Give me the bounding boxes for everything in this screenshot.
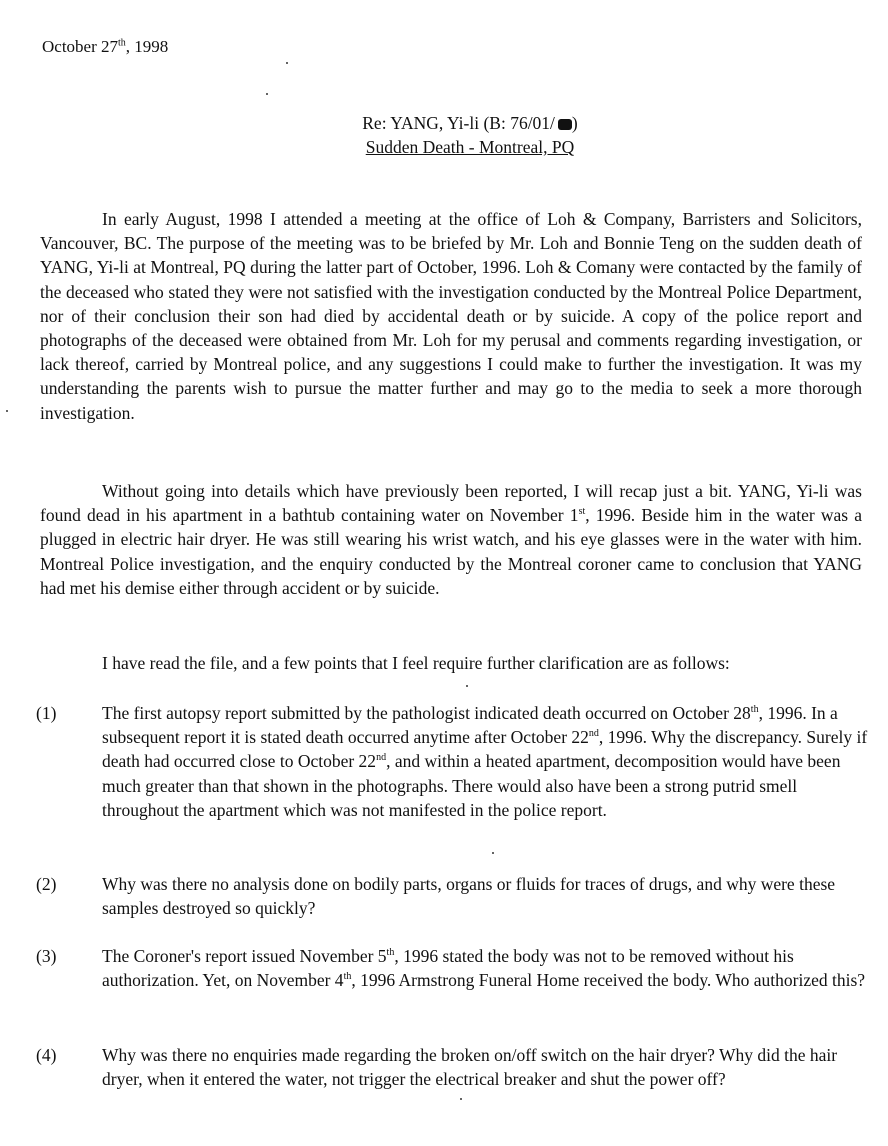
point-text [102, 944, 872, 992]
point-text-part: , 1996. Why the discrepancy. Surely if death had occurred close to October 22 [102, 727, 868, 772]
subject-close: ) [571, 113, 578, 133]
point-ordinal: th [750, 704, 759, 716]
letter-date [42, 35, 168, 59]
paragraph-intro-points: I have read the file, and a few points that I feel require further clarification are as follows: [102, 653, 730, 673]
scan-speck [286, 62, 288, 64]
redaction-mark [558, 119, 572, 130]
point-number: (1) [36, 703, 57, 723]
point-text-part: , 1996 Armstrong Funeral Home received the body. Who authorized this? [351, 970, 866, 991]
point-ordinal: th [386, 947, 395, 959]
recap-text-b: , 1996. Beside him in the water was a plugged in electric hair dryer. He was still wearing his wrist watch, and his eye glasses were in the water with him. Montreal Police investigation, and the enquiry conducted by the Montreal coroner came to conclusion that YANG had met his demise either through accident or by suicide. [40, 505, 862, 598]
point-text-part: , and within a heated apartment, decomposition would have been much greater than that shown in the photographs. There would also have been a strong putrid smell throughout the apartment which was not manifested in the police report. [102, 751, 841, 820]
paragraph-background: In early August, 1998 I attended a meeting at the office of Loh & Company, Barristers and Solicitors, Vancouver, BC. The purpose of the meeting was to be briefed by Mr. Loh and Bonnie Teng on the sudden death of YANG, Yi-li at Montreal, PQ during the latter part of October, 1996. Loh & Comany were contacted by the family of the deceased who stated they were not satisfied with the investigation conducted by the Montreal Police Department, nor of their conclusion their son had died by accidental death or by suicide. A copy of the police report and photographs of the deceased were obtained from Mr. Loh for my perusal and comments regarding investigation, or lack thereof, carried by Montreal police, and any suggestions I could make to further the investigation. It was my understanding the parents wish to pursue the matter further and may go to the media to seek a more thorough investigation. [40, 209, 862, 423]
recap-text-a: Without going into details which have previously been reported, I will recap just a bit. YANG, Yi-li was found dead in his apartment in a bathtub containing water on November 1 [40, 481, 862, 526]
scan-speck [460, 1098, 462, 1100]
point-text [102, 701, 872, 822]
point-number: (3) [36, 946, 57, 966]
point-text-part: , 1996 stated the body was not to be removed without his authorization. Yet, on November 4 [102, 946, 794, 991]
point-text-part: Why was there no enquiries made regarding the broken on/off switch on the hair dryer? Why did the hair dryer, when it entered the water, not trigger the electrical breaker and shut the power off? [102, 1045, 838, 1090]
point-text [102, 872, 872, 920]
point-number: (2) [36, 874, 57, 894]
point-text [102, 1043, 872, 1091]
point-number: (4) [36, 1045, 57, 1065]
point-text-part: The Coroner's report issued November 5 [102, 946, 387, 966]
point-text-part: Why was there no analysis done on bodily parts, organs or fluids for traces of drugs, and why were these samples destroyed so quickly? [102, 874, 836, 919]
date-year: , 1998 [125, 37, 169, 56]
scan-speck [266, 93, 268, 95]
date-text: October 27 [42, 37, 119, 56]
paragraph-recap [40, 479, 862, 600]
point-text-part: , 1996. In a subsequent report it is stated death occurred anytime after October 22 [102, 703, 838, 748]
subject-block [320, 111, 620, 159]
subject-title: Sudden Death - Montreal, PQ [365, 137, 575, 158]
scan-speck [466, 685, 468, 687]
subject-name: Re: YANG, Yi-li (B: 76/01/ [362, 113, 555, 133]
scan-speck [6, 410, 8, 412]
point-ordinal: th [343, 971, 352, 983]
subject-line [320, 111, 620, 135]
point-ordinal: nd [376, 752, 387, 764]
date-ordinal: th [118, 37, 126, 49]
point-text-part: The first autopsy report submitted by the pathologist indicated death occurred on October 28 [102, 703, 751, 723]
point-ordinal: nd [588, 728, 599, 740]
scan-speck [492, 852, 494, 854]
recap-ordinal: st [578, 506, 586, 518]
